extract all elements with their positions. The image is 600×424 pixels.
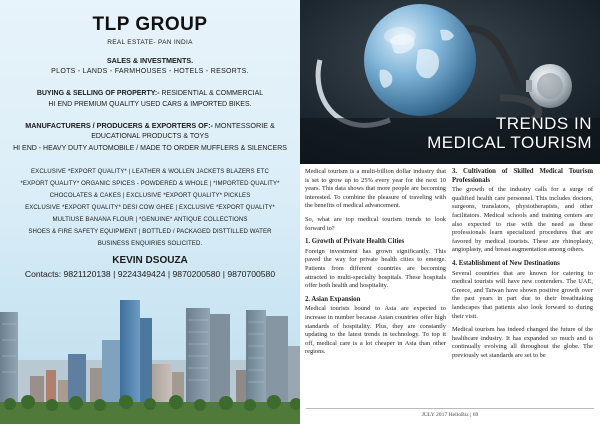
article-title-line-2: MEDICAL TOURISM <box>427 133 592 152</box>
export-line: BUSINESS ENQUIRIES SOLICITED. <box>97 240 203 247</box>
export-line: EXCLUSIVE *EXPORT QUALITY* | LEATHER & WOLLEN JACKETS BLAZERS ETC <box>30 168 270 175</box>
article-column-right <box>452 168 593 365</box>
page-footer: JULY 2017 HelloBiz | 69 <box>421 412 479 418</box>
company-name: TLP GROUP <box>92 14 208 35</box>
footer-divider <box>306 408 594 409</box>
contact-phones: Contacts: 9821120138 | 9224349424 | 9870200580 | 9870700580 <box>24 269 276 279</box>
buying-selling-line <box>0 90 300 97</box>
section-body: The growth of the industry calls for a surge of qualified health care personnel. This includes doctors, surgeons, translators, physiotherapists, and other facilitators. Medical schools and training centers are also expected to rise with the need as these professionals learn specialized procedures that are favored by medical tourists. These are rhinoplasty, angioplasty, and breast augmentation among others. <box>452 186 593 254</box>
educational-products-line: EDUCATIONAL PRODUCTS & TOYS <box>91 133 209 140</box>
company-tagline: REAL ESTATE- PAN INDIA <box>107 39 193 46</box>
manufacturers-label: MANUFACTURERS / PRODUCERS & EXPORTERS OF:- <box>25 121 213 130</box>
article-column-left <box>305 168 446 362</box>
contact-name: KEVIN DSOUZA <box>112 255 188 266</box>
section-heading: 1. Growth of Private Health Cities <box>305 238 405 246</box>
section-body: Foreign investment has grown significantly. This paved the way for private health cities to emerge. Patients from different countries are becoming attracted to multi-specialty hospitals. These hospitals offer both health and hospitality. <box>305 247 446 290</box>
intro-question: So, what are top medical tourism trends to look forward to? <box>305 215 446 232</box>
intro-paragraph: Medical tourism is a multi-billion dollar industry that is set to grow up to 25% every year for the next 10 years. This data shows that more people are becoming interested. To combine the pleasure of traveling with the benefits of medical advancement. <box>305 168 446 210</box>
city-skyline-image <box>0 290 300 424</box>
sales-heading: SALES & INVESTMENTS. <box>106 56 194 65</box>
export-line: MULTIUSE BANANA FLOUR | *GENUINE* ANTIQUE COLLECTIONS <box>52 216 248 223</box>
section-body: Medical tourism has indeed changed the future of the healthcare industry. It has expanded so much and is continually evolving all throughout the globe. The previously set standards are set to be <box>452 326 593 359</box>
mufflers-line: HI END - HEAVY DUTY AUTOMOBILE / MADE TO ORDER MUFFLERS & SILENCERS <box>13 145 287 152</box>
manufacturers-text: MONTESSORIE & <box>212 121 275 130</box>
export-line: EXCLUSIVE *EXPORT QUALITY* DESI COW GHEE | EXCLUSIVE *EXPORT QUALITY* <box>25 204 275 211</box>
export-line: *EXPORT QUALITY* ORGANIC SPICES - POWDERED & WHOLE | *IMPORTED QUALITY* <box>20 180 280 187</box>
section-body: Medical tourists bound to Asia are expected to increase in number because Asian countries offer high standards of hospitality. Plus, they are constantly updating to the latest trends in technology. To top it off, medical care is a lot cheaper in Asia than other regions. <box>305 305 446 356</box>
article-title-line-1: TRENDS IN <box>495 114 592 133</box>
sales-line: PLOTS - LANDS - FARMHOUSES - HOTELS - RESORTS. <box>51 68 249 75</box>
buying-selling-text: RESIDENTIAL & COMMERCIAL <box>159 90 264 97</box>
manufacturers-line <box>0 121 300 130</box>
export-line: CHOCOLATES & CAKES | EXCLUSIVE *EXPORT QUALITY* PICKLES <box>49 192 251 199</box>
section-heading: 3. Cultivation of Skilled Medical Tourism Professionals <box>452 168 593 184</box>
cars-bikes-line: HI END PREMIUM QUALITY USED CARS & IMPORTED BIKES. <box>48 101 252 108</box>
buying-selling-label: BUYING & SELLING OF PROPERTY:- <box>36 90 160 97</box>
section-heading: 2. Asian Expansion <box>305 295 361 303</box>
section-body: Several countries that are known for catering to medical tourists will have new contenders. The UAE, Greece, and Taiwan have shown positive growth over the past years in part due to their breathtaking landscapes that patients also look forward to during their visit. <box>452 269 593 320</box>
export-line: SHOES & FIRE SAFETY EQUIPMENT | BOTTLED / PACKAGED DISTTILLED WATER <box>28 228 272 235</box>
section-heading: 4. Establishment of New Destinations <box>452 259 560 267</box>
article-page <box>300 0 600 424</box>
